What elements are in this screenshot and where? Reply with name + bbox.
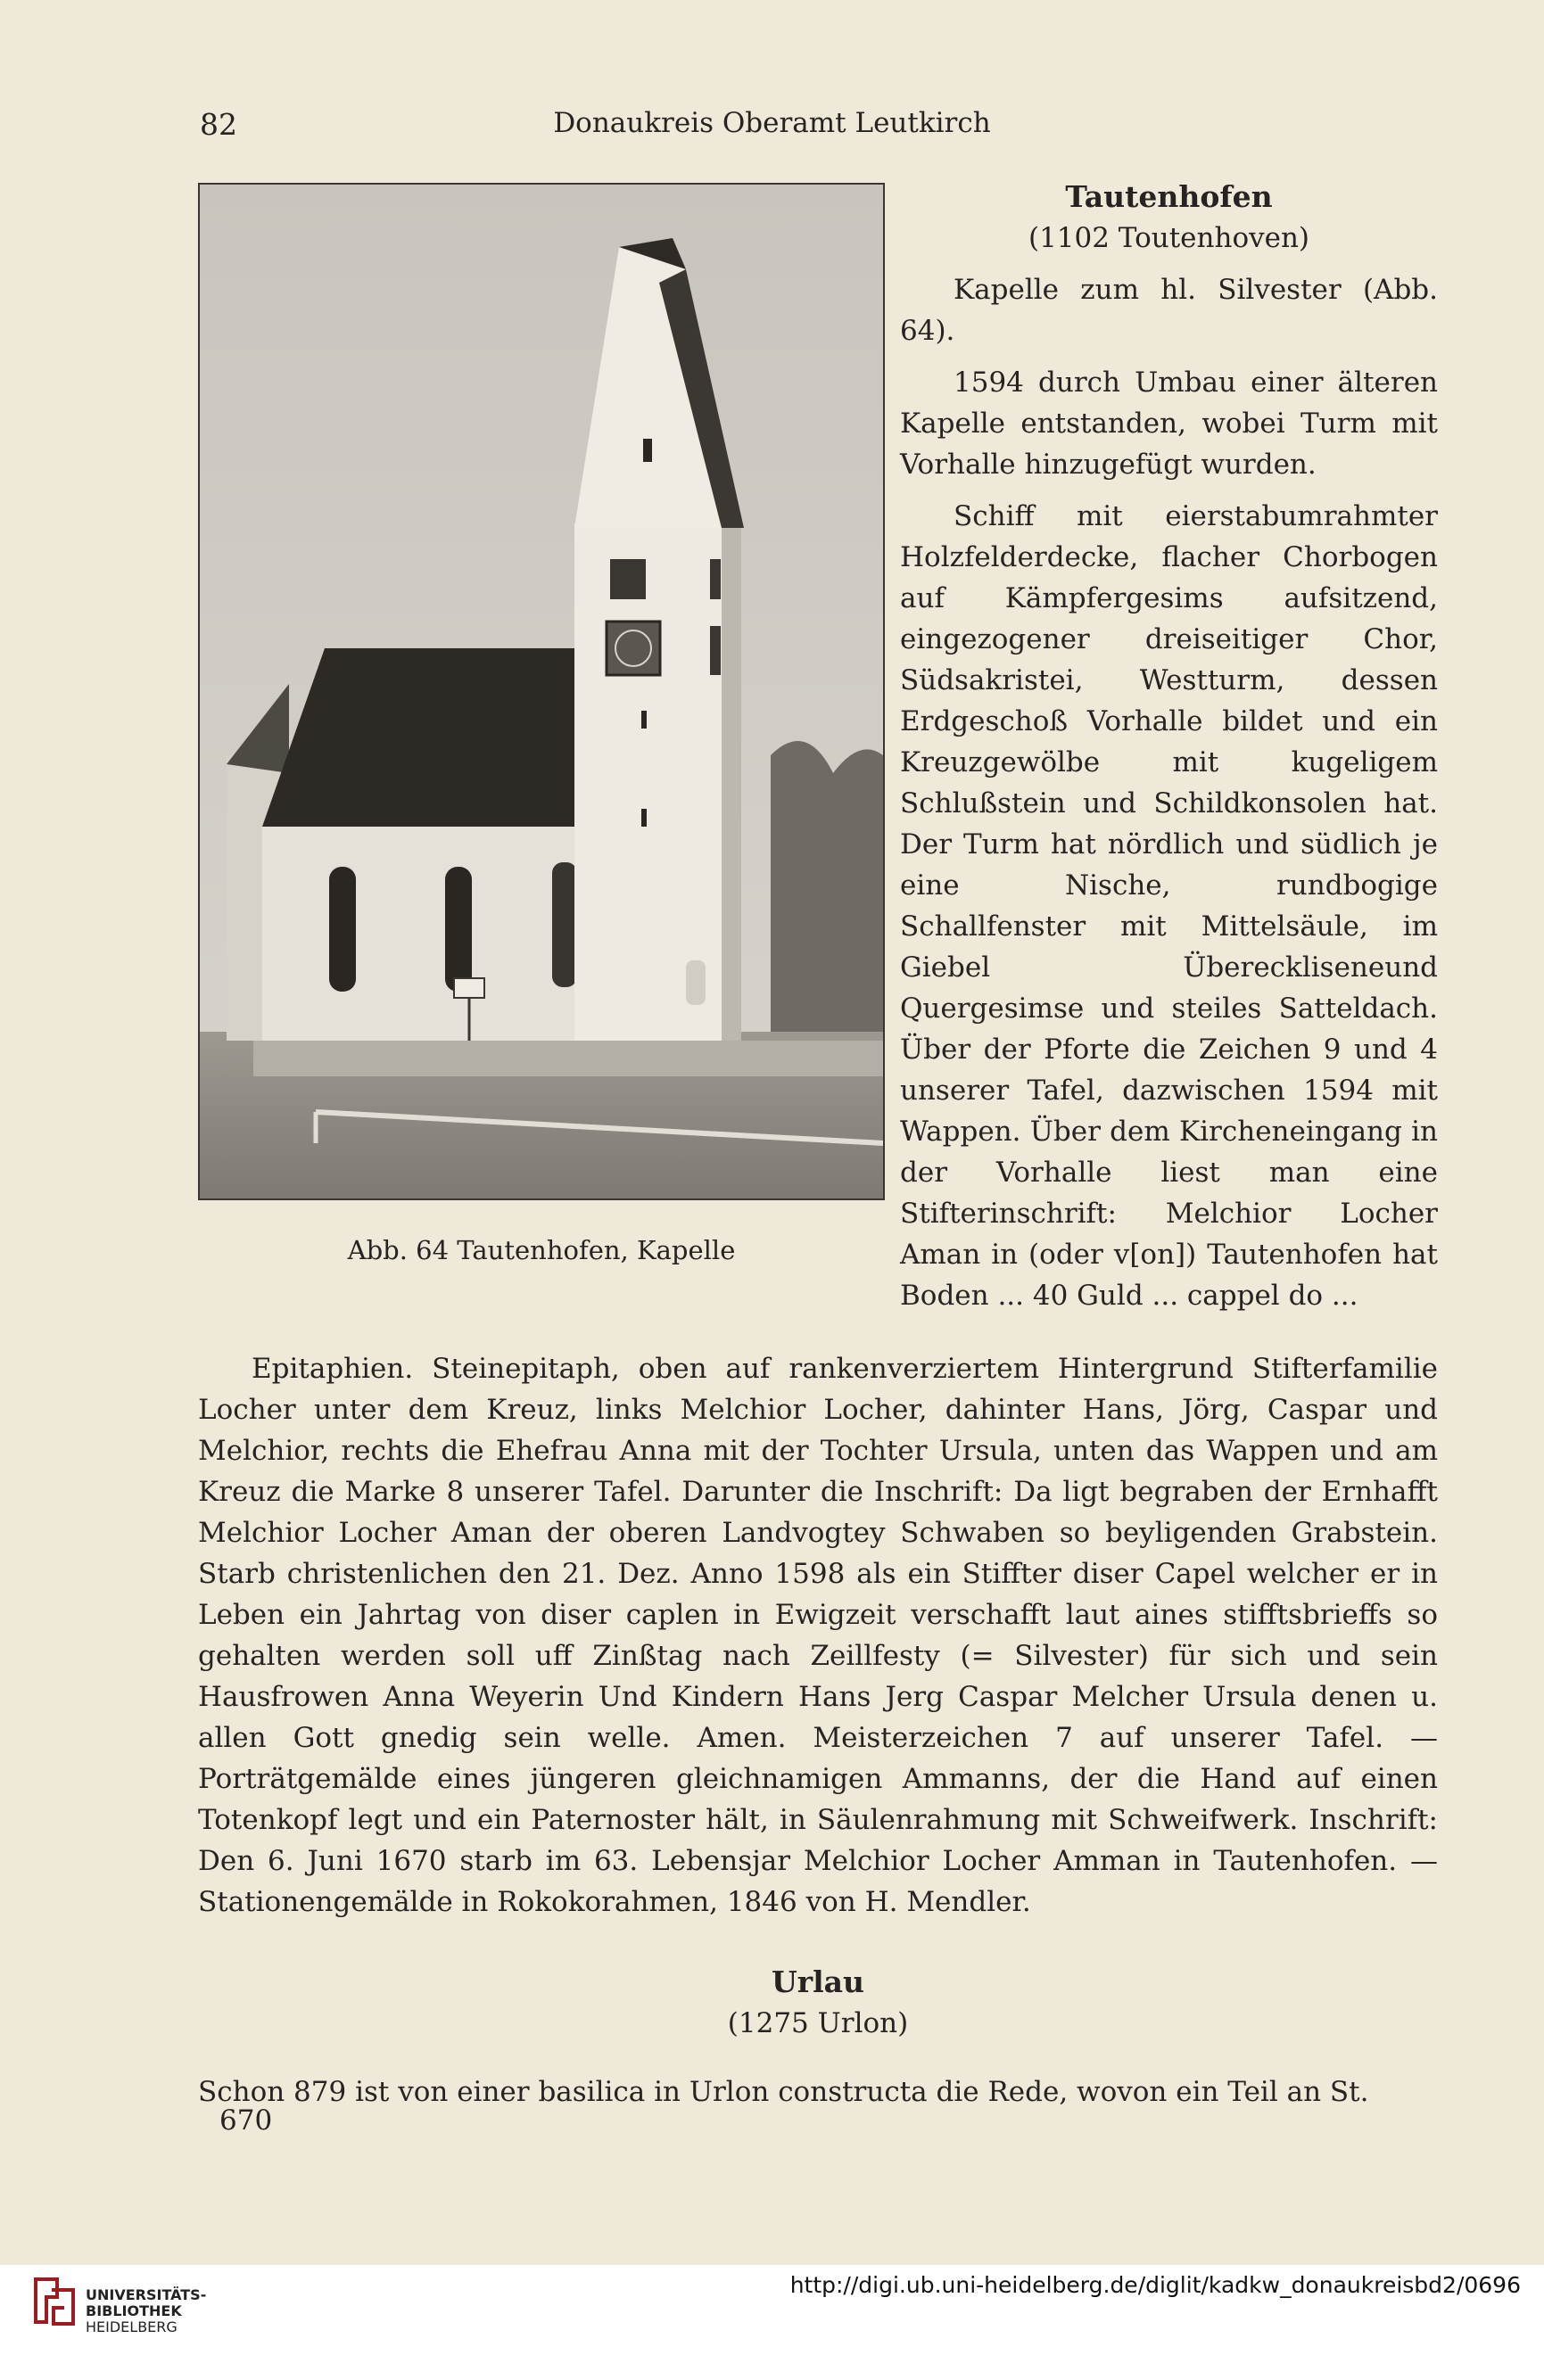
figure-caption: Abb. 64 Tautenhofen, Kapelle bbox=[347, 1235, 736, 1265]
paragraph: 1594 durch Umbau einer älteren Kapelle entstanden, wobei Turm mit Vorhalle hinzugefügt wurden. bbox=[900, 366, 1438, 481]
library-name-line: HEIDELBERG bbox=[86, 2318, 178, 2335]
library-name-line: BIBLIOTHEK bbox=[86, 2302, 182, 2319]
right-column bbox=[900, 177, 1438, 1316]
signature-mark: 670 bbox=[219, 2104, 273, 2137]
epitaph-paragraph: Epitaphien. Steinepitaph, oben auf rankenverziertem Hintergrund Stifterfamilie Locher unter dem Kreuz, links Melchior Locher, dahinter Hans, Jörg, Caspar und Melchior, rechts die Ehefrau Anna mit der Tochter Ursula, unten das Wappen und am Kreuz die Marke 8 unserer Tafel. Darunter die Inschrift: Da ligt begraben der Ernhafft Melchior Locher Aman der oberen Landvogtey Schwaben so beyligenden Grabstein. Starb christenlichen den 21. Dez. Anno 1598 als ein Stiffter diser Capel welcher er in Leben ein Jahrtag von diser caplen in Ewigzeit verschafft laut aines stifftsbrieffs so gehalten werden soll uff Zinßtag nach Zeillfesty (= Silvester) für sich und sein Hausfrowen Anna Weyerin Und Kindern Hans Jerg Caspar Melcher Ursula denen u. allen Gott gnedig sein welle. Amen. Meisterzeichen 7 auf unserer Tafel. — Porträtgemälde eines jüngeren gleichnamigen Ammanns, der die Hand auf einen Totenkopf legt und ein Paternoster hält, in Säulenrahmung mit Schweifwerk. Inschrift: Den 6. Juni 1670 starb im 63. Lebensjar Melchior Locher Amman in Tautenhofen. — Stationengemälde in Rokokorahmen, 1846 von H. Mendler. bbox=[198, 1353, 1438, 1918]
library-logo-icon bbox=[30, 2272, 80, 2333]
paragraph: Schiff mit eierstabumrahmter Holzfelderdecke, flacher Chorbogen auf Kämpfergesims aufsitzend, eingezogener dreiseitiger Chor, Südsakristei, Westturm, dessen Erdgeschoß Vorhalle bildet und ein Kreuzgewölbe mit kugeligem Schlußstein und Schildkonsolen hat. Der Turm hat nördlich und südlich je eine Nische, rundbogige Schallfenster mit Mittelsäule, im Giebel Übereckliseneund Quergesimse und steiles Satteldach. Über der Pforte die Zeichen 9 und 4 unserer Tafel, dazwischen 1594 mit Wappen. Über dem Kircheneingang in der Vorhalle liest man eine Stifterinschrift: Melchior Locher Aman in (oder v[on]) Tautenhofen hat Boden ... 40 Guld ... cappel do ... bbox=[900, 500, 1438, 1312]
section-subheading: (1275 Urlon) bbox=[727, 2007, 909, 2039]
paragraph: Kapelle zum hl. Silvester (Abb. 64). bbox=[900, 274, 1438, 347]
section-subheading: (1102 Toutenhoven) bbox=[1028, 222, 1310, 254]
library-name-line: UNIVERSITÄTS- bbox=[86, 2286, 207, 2303]
main-text bbox=[198, 1348, 1438, 1923]
paragraph: Schon 879 ist von einer basilica in Urlon constructa die Rede, wovon ein Teil an St. bbox=[198, 2076, 1369, 2108]
section-heading: Tautenhofen bbox=[1065, 179, 1273, 214]
library-name bbox=[86, 2287, 206, 2335]
page-number: 82 bbox=[200, 107, 237, 142]
section-heading: Urlau bbox=[771, 1964, 865, 1999]
church-illustration bbox=[200, 185, 883, 1198]
church-photo bbox=[198, 183, 885, 1200]
source-url-link[interactable]: http://digi.ub.uni-heidelberg.de/diglit/kadkw_donaukreisbd2/0696 bbox=[789, 2272, 1521, 2298]
running-title: Donaukreis Oberamt Leutkirch bbox=[553, 107, 991, 139]
section-urlau bbox=[198, 1962, 1438, 2140]
